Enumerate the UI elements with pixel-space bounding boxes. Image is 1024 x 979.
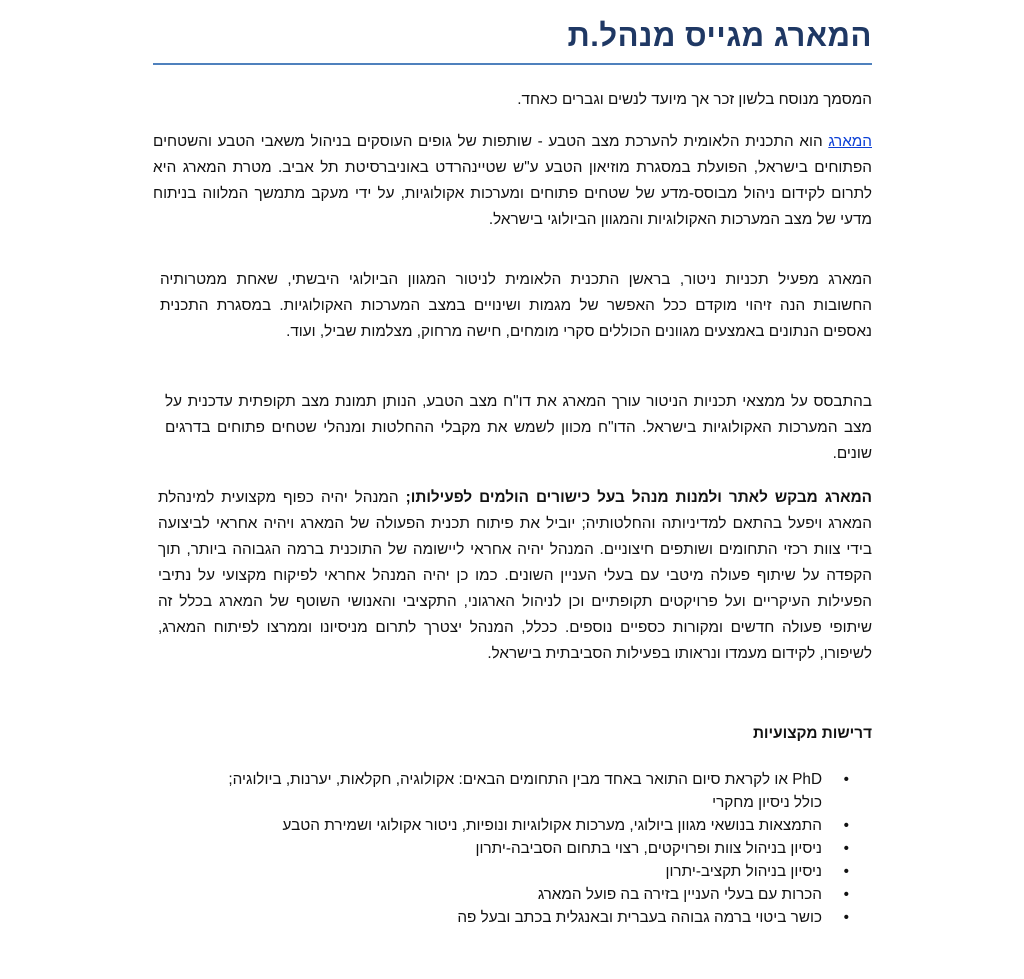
hamaarag-link[interactable]: המארג [828, 133, 872, 150]
page-title: המארג מגייס מנהל.ת [567, 18, 872, 53]
paragraph-monitoring: המארג מפעיל תכניות ניטור, בראשן התכנית הלאומית לניטור המגוון הביולוגי היבשתי, שאחת ממטרותיה החשובות הנה זיהוי מוקדם ככל האפשר של מגמות ושינויים במצב המערכות האקולוגיות. במסגרת התכנית נאספים הנתונים באמצעים מגוונים הכוללים סקרי מומחים, חישה מרחוק, מצלמות שביל, ועוד. [160, 271, 872, 340]
list-item: • התמצאות בנושאי מגוון ביולוגי, מערכות אקולוגיות ונופיות, ניטור אקולוגי ושמירת הטבע [202, 814, 822, 837]
list-item: • ניסיון בניהול צוות ופרויקטים, רצוי בתחום הסביבה-יתרון [202, 837, 822, 860]
paragraph-report: בהתבסס על ממצאי תכניות הניטור עורך המארג את דו"ח מצב הטבע, הנותן תמונת מצב תקופתית עדכנית על מצב המערכות האקולוגיות בישראל. הדו"ח מכוון לשמש את מקבלי ההחלטות ומנהלי שטחים פתוחים בדרגים שונים. [165, 393, 872, 462]
title-divider [153, 63, 872, 65]
list-item: • ניסיון בניהול תקציב-יתרון [202, 860, 822, 883]
requirements-list [202, 768, 872, 929]
requirements-heading: דרישות מקצועיות [752, 725, 872, 742]
list-item: • כושר ביטוי ברמה גבוהה בעברית ובאנגלית בכתב ובעל פה [202, 906, 822, 929]
paragraph-about-text: הוא התכנית הלאומית להערכת מצב הטבע - שותפות של גופים העוסקים בניהול משאבי הטבע והשטחים הפתוחים בישראל, הפועלת במסגרת מוזיאון הטבע ע"ש שטיינהרדט באוניברסיטת תל אביב. מטרת המארג היא לתרום לקידום ניהול מבוסס-מדע של שטחים פתוחים ומערכות אקולוגיות, על ידי מעקב מתמשך המלווה בניתוח מדעי של מצב המערכות האקולוגיות והמגוון הביולוגי בישראל. [153, 133, 872, 228]
gender-note: המסמך מנוסח בלשון זכר אך מיועד לנשים וגברים כאחד. [517, 91, 872, 108]
position-summary: המארג מבקש לאתר ולמנות מנהל בעל כישורים הולמים לפעילותו; [405, 489, 873, 506]
position-description: המנהל יהיה כפוף מקצועית למינהלת המארג ויפעל בהתאם למדיניותה והחלטותיה; יוביל את פיתוח תכנית הפעולה של המארג ויהיה אחראי לביצועה בידי צוות רכזי התחומים ושותפים חיצוניים. המנהל יהיה אחראי ליישומה של התוכנית ברמה הגבוהה ביותר, תוך הקפדה על שיתוף פעולה מיטבי עם בעלי העניין השונים. כמו כן יהיה המנהל אחראי לפיקוח מקצועי על נתיבי הפעילות העיקריים ועל פרויקטים תקופתיים וכן לניהול הארגוני, התקציבי והאנושי השוטף של המארג בכלל זה שיתופי פעולה חדשים ומקורות כספיים נוספים. ככלל, המנהל יצטרך לתרום מניסיונו וממרצו לפיתוח המארג, לשיפורו, לקידום מעמדו ונראותו בפעילות הסביבתית בישראל. [158, 489, 872, 662]
paragraph-about [153, 129, 872, 233]
list-item: • הכרות עם בעלי העניין בזירה בה פועל המארג [202, 883, 822, 906]
paragraph-position [158, 485, 872, 667]
list-item: • PhD או לקראת סיום התואר באחד מבין התחומים הבאים: אקולוגיה, חקלאות, יערנות, ביולוגיה; כולל ניסיון מחקרי [202, 768, 822, 814]
